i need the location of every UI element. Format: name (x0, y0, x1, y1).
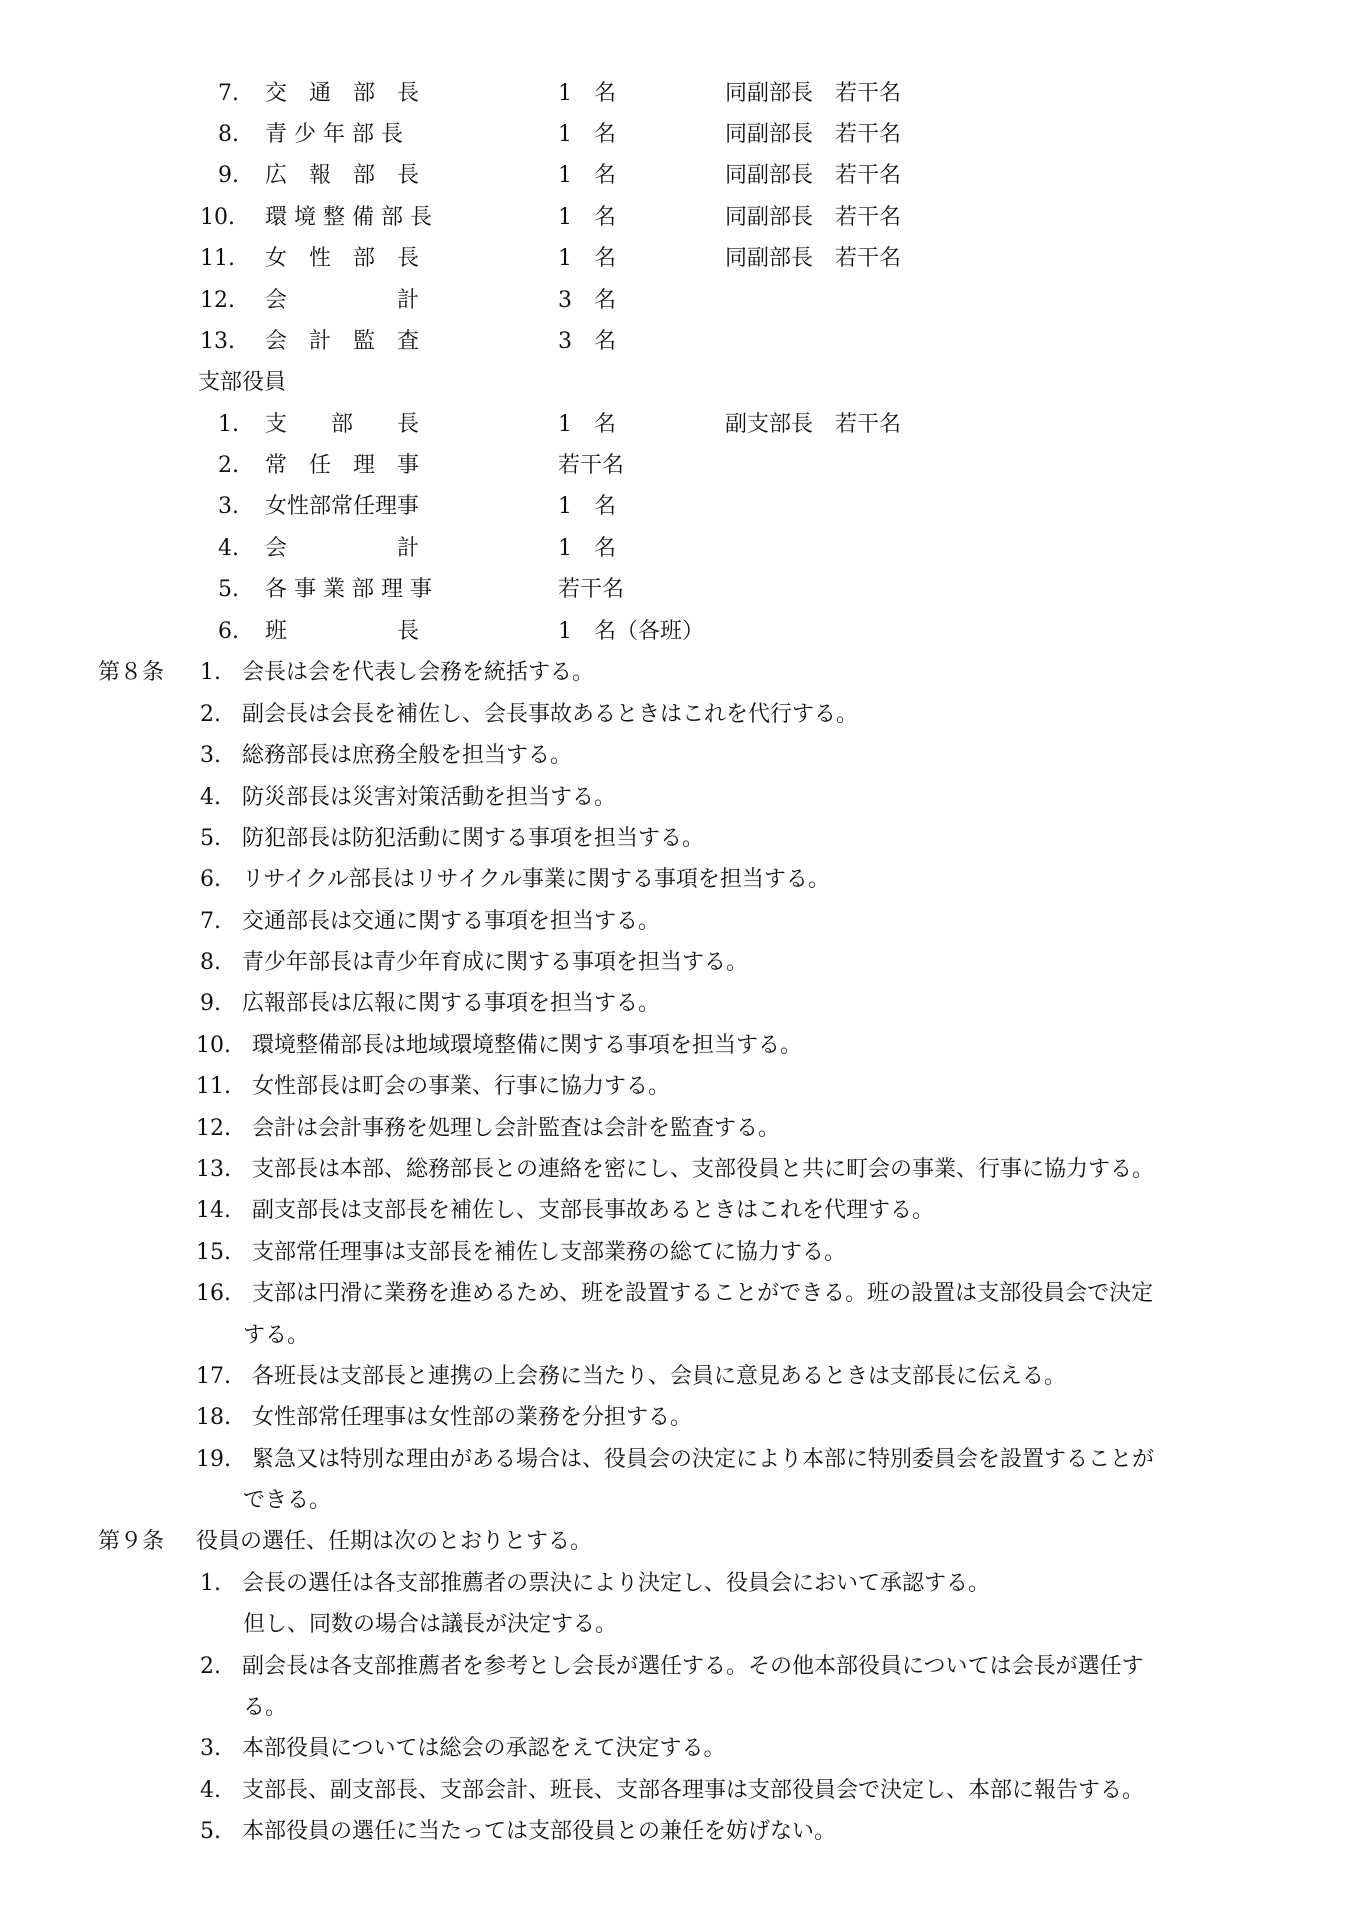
role-count: 1 名 (558, 536, 616, 561)
item-number: 13. (196, 1157, 231, 1182)
role-deputy: 同副部長 若干名 (725, 246, 902, 271)
role-count: 1 名 (558, 246, 616, 271)
item-number: 15. (196, 1240, 231, 1265)
item-continuation: できる。 (243, 1488, 332, 1513)
item-text: 支部は円滑に業務を進めるため、班を設置することができる。班の設置は支部役員会で決定 (252, 1281, 1154, 1306)
item-number: 6. (200, 867, 221, 892)
item-continuation: 但し、同数の場合は議長が決定する。 (243, 1612, 618, 1637)
role-number: 10. (200, 205, 235, 230)
role-title: 女 性 部 長 (265, 246, 420, 271)
item-number: 2. (200, 1654, 221, 1679)
item-number: 12. (196, 1116, 231, 1141)
role-count: 1 名 (558, 122, 616, 147)
item-text: 支部長、副支部長、支部会計、班長、支部各理事は支部役員会で決定し、本部に報告する。 (242, 1778, 1145, 1803)
role-number: 6. (218, 619, 239, 644)
role-deputy: 同副部長 若干名 (725, 81, 902, 106)
item-text: 会計は会計事務を処理し会計監査は会計を監査する。 (252, 1116, 781, 1141)
role-count: 1 名 (558, 412, 616, 437)
role-title: 会 計 (265, 288, 420, 313)
role-count: 3 名 (558, 288, 616, 313)
role-title: 各 事 業 部 理 事 (265, 577, 432, 602)
role-deputy: 同副部長 若干名 (725, 163, 902, 188)
item-text: 女性部長は町会の事業、行事に協力する。 (252, 1074, 671, 1099)
role-deputy: 副支部長 若干名 (725, 412, 902, 437)
role-title: 会 計 (265, 536, 420, 561)
item-text: 支部長は本部、総務部長との連絡を密にし、支部役員と共に町会の事業、行事に協力する。 (252, 1157, 1155, 1182)
item-text: 会長は会を代表し会務を統括する。 (242, 660, 595, 685)
item-text: 交通部長は交通に関する事項を担当する。 (242, 909, 661, 934)
role-number: 9. (218, 163, 239, 188)
item-number: 19. (196, 1447, 231, 1472)
role-title: 女性部常任理事 (265, 494, 420, 519)
item-text: 本部役員については総会の承認をえて決定する。 (242, 1736, 726, 1761)
item-number: 5. (200, 826, 221, 851)
item-text: 副会長は会長を補佐し、会長事故あるときはこれを代行する。 (242, 702, 859, 727)
role-number: 2. (218, 453, 239, 478)
role-number: 12. (200, 288, 235, 313)
item-number: 18. (196, 1405, 231, 1430)
article-label: 第９条 (98, 1529, 165, 1554)
item-text: 防犯部長は防犯活動に関する事項を担当する。 (242, 826, 705, 851)
item-number: 8. (200, 950, 221, 975)
role-number: 13. (200, 329, 235, 354)
item-number: 11. (196, 1074, 231, 1099)
item-continuation: する。 (243, 1323, 310, 1348)
role-count: 1 名 (558, 163, 616, 188)
item-text: 本部役員の選任に当たっては支部役員との兼任を妨げない。 (242, 1819, 837, 1844)
role-count: 若干名 (558, 453, 625, 478)
item-number: 4. (200, 785, 221, 810)
role-number: 3. (218, 494, 239, 519)
item-number: 16. (196, 1281, 231, 1306)
item-text: 副支部長は支部長を補佐し、支部長事故あるときはこれを代理する。 (252, 1198, 935, 1223)
item-number: 7. (200, 909, 221, 934)
role-title: 班 長 (265, 619, 420, 644)
role-number: 4. (218, 536, 239, 561)
role-title: 会 計 監 査 (265, 329, 420, 354)
section-heading: 支部役員 (198, 370, 287, 395)
role-deputy: 同副部長 若干名 (725, 122, 902, 147)
item-number: 2. (200, 702, 221, 727)
role-title: 常 任 理 事 (265, 453, 420, 478)
item-number: 14. (196, 1198, 231, 1223)
item-number: 1. (200, 1571, 221, 1596)
item-number: 5. (200, 1819, 221, 1844)
item-text: リサイクル部長はリサイクル事業に関する事項を担当する。 (242, 867, 830, 892)
role-number: 1. (218, 412, 239, 437)
item-text: 総務部長は庶務全般を担当する。 (242, 743, 573, 768)
item-number: 3. (200, 743, 221, 768)
role-deputy: 同副部長 若干名 (725, 205, 902, 230)
item-text: 青少年部長は青少年育成に関する事項を担当する。 (242, 950, 749, 975)
item-text: 環境整備部長は地域環境整備に関する事項を担当する。 (252, 1033, 803, 1058)
item-text: 緊急又は特別な理由がある場合は、役員会の決定により本部に特別委員会を設置することが (252, 1447, 1155, 1472)
role-title: 広 報 部 長 (265, 163, 420, 188)
role-title: 交 通 部 長 (265, 81, 420, 106)
item-number: 4. (200, 1778, 221, 1803)
item-text: 女性部常任理事は女性部の業務を分担する。 (252, 1405, 693, 1430)
role-number: 11. (200, 246, 235, 271)
role-title: 環 境 整 備 部 長 (265, 205, 432, 230)
item-text: 会長の選任は各支部推薦者の票決により決定し、役員会において承認する。 (242, 1571, 991, 1596)
role-count: 3 名 (558, 329, 616, 354)
role-number: 8. (218, 122, 239, 147)
role-title: 支 部 長 (265, 412, 420, 437)
role-count: 1 名 (558, 81, 616, 106)
item-number: 1. (200, 660, 221, 685)
role-title: 青 少 年 部 長 (265, 122, 403, 147)
item-number: 10. (196, 1033, 231, 1058)
item-text: 各班長は支部長と連携の上会務に当たり、会員に意見あるときは支部長に伝える。 (252, 1364, 1067, 1389)
role-number: 5. (218, 577, 239, 602)
item-continuation: る。 (243, 1695, 288, 1720)
item-number: 3. (200, 1736, 221, 1761)
item-number: 17. (196, 1364, 231, 1389)
role-count: 1 名（各班） (558, 619, 704, 644)
article-intro: 役員の選任、任期は次のとおりとする。 (196, 1529, 593, 1554)
role-number: 7. (218, 81, 239, 106)
item-number: 9. (200, 991, 221, 1016)
article-label: 第８条 (98, 660, 165, 685)
role-count: 若干名 (558, 577, 625, 602)
role-count: 1 名 (558, 205, 616, 230)
item-text: 副会長は各支部推薦者を参考とし会長が選任する。その他本部役員については会長が選任す (242, 1654, 1144, 1679)
item-text: 防災部長は災害対策活動を担当する。 (242, 785, 617, 810)
role-count: 1 名 (558, 494, 616, 519)
item-text: 広報部長は広報に関する事項を担当する。 (242, 991, 661, 1016)
item-text: 支部常任理事は支部長を補佐し支部業務の総てに協力する。 (252, 1240, 847, 1265)
